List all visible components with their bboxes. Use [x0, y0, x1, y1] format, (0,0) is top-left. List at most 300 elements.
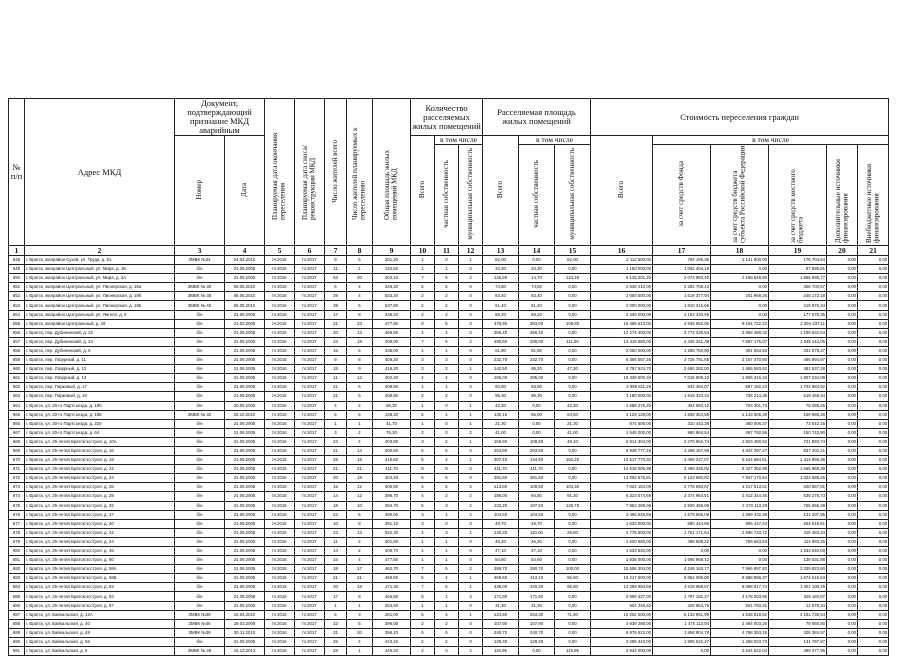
table-cell: 7: [411, 274, 435, 283]
table-cell: IV.2016: [265, 392, 295, 401]
table-cell: б/н: [175, 492, 225, 501]
table-cell: 47,10: [483, 547, 519, 556]
table-cell: 664: [9, 401, 25, 410]
table-cell: 0,00: [827, 337, 858, 346]
table-cell: 2: [435, 310, 459, 319]
table-cell: 21.09.2005: [225, 310, 265, 319]
table-cell: 41,00: [483, 428, 519, 437]
table-cell: 30.11.2010: [225, 628, 265, 637]
table-cell: 18: [347, 583, 373, 592]
table-cell: 0,00: [519, 256, 555, 265]
table-cell: IV.2017: [295, 574, 325, 583]
table-cell: 0: [459, 537, 483, 546]
table-cell: 677: [9, 519, 25, 528]
table-cell: IV.2016: [265, 547, 295, 556]
table-cell: 107,90: [483, 619, 519, 628]
table-cell: 21: [325, 392, 347, 401]
table-cell: 0,00: [858, 274, 889, 283]
table-cell: 10 517 770,32: [591, 456, 653, 465]
table-cell: 0,00: [827, 647, 858, 656]
table-cell: 14 618 006,98: [591, 465, 653, 474]
table-cell: 15: [325, 483, 347, 492]
area-municipal-header: муниципальная собственность: [567, 148, 576, 240]
table-cell: 1: [411, 547, 435, 556]
table-cell: 1 919 323,33: [653, 392, 711, 401]
table-cell: 29.03.2009: [225, 619, 265, 628]
table-row: [9, 628, 889, 637]
table-row: [9, 647, 889, 656]
table-cell: 17: [325, 310, 347, 319]
table-cell: 1: [411, 346, 435, 355]
table-cell: 3: [411, 519, 435, 528]
table-row: [9, 474, 889, 483]
table-cell: 1 665 968,38: [769, 465, 827, 474]
table-cell: 759 663,53: [711, 537, 769, 546]
table-cell: 21.09.2005: [225, 265, 265, 274]
table-cell: 21.09.2005: [225, 483, 265, 492]
table-cell: г. Братск, жилрайон Центральный, ул. Пионерская, д. 19в: [25, 301, 175, 310]
table-cell: 0,00: [711, 283, 769, 292]
area-total-header: Всего: [495, 180, 504, 199]
table-cell: 0,00: [858, 319, 889, 328]
table-cell: 1 906 316,34: [711, 374, 769, 383]
table-cell: IV.2016: [265, 328, 295, 337]
table-cell: 5: [347, 510, 373, 519]
table-cell: 107,50: [519, 501, 555, 510]
table-cell: 15 556 304,00: [591, 565, 653, 574]
table-cell: 1: [347, 419, 373, 428]
table-cell: 462,70: [373, 565, 411, 574]
table-cell: 4 619 968,67: [653, 583, 711, 592]
table-cell: б/н: [175, 346, 225, 355]
table-cell: 4 129 129,00: [591, 410, 653, 419]
table-cell: 111,60: [555, 337, 591, 346]
table-cell: 1: [325, 419, 347, 428]
table-cell: 7: [411, 565, 435, 574]
table-cell: 3: [435, 501, 459, 510]
table-cell: 93,80: [483, 383, 519, 392]
table-cell: IV.2016: [265, 265, 295, 274]
table-cell: б/н: [175, 456, 225, 465]
table-cell: 7 015 908,10: [653, 374, 711, 383]
table-cell: 1: [459, 256, 483, 265]
table-cell: 201,20: [373, 256, 411, 265]
table-cell: 1 655 583,62: [711, 365, 769, 374]
table-cell: 8: [347, 592, 373, 601]
table-cell: 134,60: [373, 265, 411, 274]
table-cell: г. Братск, ул. Байкальская, д. 12А: [25, 610, 175, 619]
table-cell: 408,90: [373, 392, 411, 401]
table-cell: 1: [459, 528, 483, 537]
table-cell: 519 469,34: [769, 392, 827, 401]
table-cell: 0: [459, 619, 483, 628]
table-cell: 146,90: [483, 274, 519, 283]
table-cell: IV.2017: [295, 419, 325, 428]
table-cell: 381,60: [519, 474, 555, 483]
table-cell: 0,00: [827, 283, 858, 292]
table-cell: 721 893,74: [769, 437, 827, 446]
resettlement-table: [8, 98, 889, 656]
table-cell: 159 966,26: [769, 410, 827, 419]
table-cell: 402,40: [373, 374, 411, 383]
table-cell: г. Братск, жилрайон Центральный, ул. Янгеля, д. 6: [25, 310, 175, 319]
table-cell: 73 642,15: [769, 419, 827, 428]
table-cell: г. Братск, ул. 20-го Партсъезда, д. 180: [25, 401, 175, 410]
table-cell: 408,90: [373, 383, 411, 392]
table-cell: б/н: [175, 637, 225, 646]
table-cell: IV.2016: [265, 619, 295, 628]
table-cell: IV.2017: [295, 637, 325, 646]
table-cell: 0,00: [858, 428, 889, 437]
table-cell: 1 669 332,36: [711, 510, 769, 519]
table-cell: 15: [347, 456, 373, 465]
table-row: [9, 401, 889, 410]
column-number: 13: [483, 246, 519, 256]
table-cell: 115,95: [483, 647, 519, 656]
table-cell: 06.05.2010: [225, 283, 265, 292]
table-cell: 0,00: [827, 365, 858, 374]
table-cell: 1 838 354,55: [653, 410, 711, 419]
table-cell: 21,30: [555, 419, 591, 428]
table-cell: 328 160,87: [769, 592, 827, 601]
table-cell: г. Братск, ул. 20-го Партсъезда, д. 220: [25, 419, 175, 428]
table-cell: 4 757 524,70: [591, 365, 653, 374]
table-cell: 20: [347, 274, 373, 283]
table-cell: 837 202,21: [769, 446, 827, 455]
table-cell: 690: [9, 637, 25, 646]
table-cell: 224,80: [483, 610, 519, 619]
table-cell: 348,30: [373, 283, 411, 292]
table-row: [9, 556, 889, 565]
table-cell: 0: [459, 601, 483, 610]
table-cell: 289,00: [519, 337, 555, 346]
table-cell: 0,00: [827, 456, 858, 465]
table-cell: IV.2016: [265, 256, 295, 265]
table-cell: 404 693,12: [653, 401, 711, 410]
table-cell: 406,20: [373, 356, 411, 365]
table-cell: г. Братск, пер. Дубининский, д. 6: [25, 346, 175, 355]
table-cell: 232,70: [519, 356, 555, 365]
table-cell: 8: [347, 310, 373, 319]
table-cell: 3 466 545,56: [591, 510, 653, 519]
table-cell: 1 520 660,00: [591, 537, 653, 546]
table-cell: 1: [435, 410, 459, 419]
table-cell: 2 000 000,00: [591, 301, 653, 310]
count-municipal-header: муниципальная собственность: [465, 148, 474, 240]
table-cell: IV.2017: [295, 610, 325, 619]
table-cell: 1 695 968,12: [653, 556, 711, 565]
table-cell: 41,70: [373, 419, 411, 428]
table-cell: IV.2017: [295, 565, 325, 574]
table-cell: IV.2017: [295, 492, 325, 501]
table-cell: 0,00: [858, 437, 889, 446]
col-total-area-header: Общая площадь жилых помещений МКД: [383, 149, 399, 220]
table-cell: 340,20: [519, 583, 555, 592]
table-cell: 648: [9, 256, 25, 265]
table-cell: IV.2017: [295, 583, 325, 592]
table-cell: 18: [347, 337, 373, 346]
table-cell: 21.09.2005: [225, 428, 265, 437]
table-cell: 794 195,36: [653, 256, 711, 265]
table-cell: г. Братск, ул. 25-летия Братскгэсстроя, д. 97: [25, 601, 175, 610]
table-cell: IV.2016: [265, 637, 295, 646]
table-cell: 1: [435, 510, 459, 519]
table-row: [9, 456, 889, 465]
table-cell: 0,00: [827, 483, 858, 492]
table-cell: IV.2015: [265, 456, 295, 465]
table-cell: 21.09.2005: [225, 392, 265, 401]
table-row: [9, 310, 889, 319]
table-cell: 0,00: [519, 401, 555, 410]
table-cell: 2: [459, 492, 483, 501]
table-cell: 4: [325, 401, 347, 410]
table-cell: 1: [459, 610, 483, 619]
table-cell: 28: [325, 647, 347, 656]
column-number-row: [9, 246, 889, 256]
column-number: 7: [325, 246, 347, 256]
table-row: [9, 519, 889, 528]
table-cell: 1 810 316,66: [653, 301, 711, 310]
cost-total-header: Всего: [616, 180, 625, 199]
table-cell: 7 966 897,83: [711, 565, 769, 574]
table-cell: 54,60: [519, 556, 555, 565]
table-cell: IV.2015: [265, 492, 295, 501]
table-cell: 2: [411, 428, 435, 437]
table-cell: 6 356 557,26: [591, 356, 653, 365]
table-cell: 0,00: [827, 410, 858, 419]
table-cell: г. Братск, ул. 25-летия Братскгэсстроя, д. 32: [25, 501, 175, 510]
table-cell: IV.2015: [265, 501, 295, 510]
table-cell: IV.2017: [295, 292, 325, 301]
table-cell: IV.2017: [295, 483, 325, 492]
table-cell: 21.09.2005: [225, 556, 265, 565]
table-cell: 295,00: [483, 374, 519, 383]
table-cell: 15.12.2013: [225, 647, 265, 656]
table-cell: 1 475 113,94: [653, 619, 711, 628]
table-cell: 5 999 327,00: [591, 592, 653, 601]
table-cell: 25.10.2010: [225, 410, 265, 419]
table-cell: 2 484 003,26: [711, 619, 769, 628]
table-cell: 4: [411, 492, 435, 501]
table-cell: 1 024 585,25: [769, 474, 827, 483]
table-cell: 0,00: [555, 556, 591, 565]
table-cell: 6: [325, 283, 347, 292]
table-cell: 1: [459, 437, 483, 446]
table-cell: 20: [347, 628, 373, 637]
table-cell: 7: [411, 337, 435, 346]
table-cell: 8 588 888,37: [711, 574, 769, 583]
table-cell: 46,20: [519, 537, 555, 546]
table-cell: 6: [435, 583, 459, 592]
table-cell: г. Братск, ул. 25-летия Братскгэсстроя, д. 50: [25, 556, 175, 565]
table-cell: ЗМВК №39: [175, 628, 225, 637]
table-cell: 21.09.2005: [225, 565, 265, 574]
table-cell: IV.2015: [265, 356, 295, 365]
table-cell: 429 964,75: [653, 601, 711, 610]
table-cell: 86,30: [373, 401, 411, 410]
column-number: 8: [347, 246, 373, 256]
table-cell: 0,00: [858, 556, 889, 565]
table-cell: 114 993,25: [769, 537, 827, 546]
table-cell: г. Братск, ул. 25-летия Братскгэсстроя, д. 16: [25, 446, 175, 455]
table-cell: 130,10: [483, 410, 519, 419]
column-number: 14: [519, 246, 555, 256]
table-cell: б/н: [175, 401, 225, 410]
table-cell: 107,90: [519, 619, 555, 628]
table-cell: 0,00: [827, 474, 858, 483]
table-cell: 0,00: [858, 256, 889, 265]
table-cell: 12 274 400,00: [591, 328, 653, 337]
column-number: 6: [295, 246, 325, 256]
table-cell: г. Братск, жилрайон Центральный, ул. Мира, д. 1Б: [25, 265, 175, 274]
table-cell: 3 944 000,00: [591, 647, 653, 656]
table-cell: г. Братск, ул. Байкальская, д. 56: [25, 637, 175, 646]
table-cell: 660: [9, 365, 25, 374]
table-cell: 20: [325, 583, 347, 592]
table-cell: 686: [9, 601, 25, 610]
table-cell: г. Братск, пер. Дубининский, д. 24: [25, 337, 175, 346]
table-cell: 1: [435, 537, 459, 546]
table-cell: 4: [411, 374, 435, 383]
table-cell: 501 793,31: [711, 601, 769, 610]
table-cell: 21.09.2005: [225, 374, 265, 383]
table-cell: 4: [347, 637, 373, 646]
col-planned-end-header: Планируемая дата окончания переселения: [271, 132, 287, 220]
table-cell: 6: [347, 383, 373, 392]
table-cell: 14: [347, 528, 373, 537]
column-number: 15: [555, 246, 591, 256]
table-cell: 3 774 335,53: [653, 328, 711, 337]
table-cell: г. Братск, ул. 25-летия Братскгэсстроя, д. 58А: [25, 565, 175, 574]
table-cell: IV.2017: [295, 328, 325, 337]
table-cell: 109,50: [519, 483, 555, 492]
table-cell: 53: [325, 274, 347, 283]
table-cell: 1 150 000,00: [591, 265, 653, 274]
table-cell: 0,00: [858, 492, 889, 501]
table-cell: 0,00: [858, 328, 889, 337]
table-cell: 21,30: [483, 419, 519, 428]
table-cell: 0,00: [827, 528, 858, 537]
table-cell: 491 653,83: [711, 346, 769, 355]
table-cell: 5 954 086,00: [653, 574, 711, 583]
table-cell: 8 948 777,45: [591, 446, 653, 455]
table-cell: 1 266 750,90: [653, 346, 711, 355]
table-cell: 49,70: [483, 519, 519, 528]
table-cell: 5: [347, 301, 373, 310]
table-cell: 331 579,27: [769, 346, 827, 355]
table-cell: 0,00: [555, 392, 591, 401]
table-cell: г. Братск, ул. 25-летия Братскгэсстроя, д. 22: [25, 465, 175, 474]
table-cell: 2 143 606,39: [711, 410, 769, 419]
table-cell: 139 031,88: [769, 556, 827, 565]
table-cell: IV.2017: [295, 392, 325, 401]
table-cell: 18: [347, 474, 373, 483]
table-cell: 0,00: [858, 283, 889, 292]
table-cell: 678: [9, 528, 25, 537]
table-cell: IV.2015: [265, 610, 295, 619]
table-cell: 657: [9, 337, 25, 346]
table-cell: 4 345 261,38: [653, 337, 711, 346]
table-cell: 2: [435, 365, 459, 374]
table-cell: 21.09.2005: [225, 510, 265, 519]
table-cell: IV.2015: [265, 465, 295, 474]
table-cell: 42,30: [555, 401, 591, 410]
table-cell: 3 939 288,00: [591, 619, 653, 628]
table-cell: IV.2016: [265, 474, 295, 483]
table-cell: 5: [435, 319, 459, 328]
table-cell: 469,60: [483, 574, 519, 583]
table-row: [9, 328, 889, 337]
table-cell: 1: [347, 265, 373, 274]
table-cell: 0: [459, 465, 483, 474]
table-cell: IV.2017: [295, 274, 325, 283]
table-cell: 5: [435, 337, 459, 346]
table-cell: 443,10: [373, 637, 411, 646]
column-number: 2: [25, 246, 175, 256]
table-cell: 87 595,81: [769, 265, 827, 274]
table-cell: 5: [411, 456, 435, 465]
table-cell: 162,20: [555, 456, 591, 465]
table-cell: 1 401 108,28: [769, 583, 827, 592]
table-cell: 0,00: [858, 383, 889, 392]
column-number: 18: [711, 246, 769, 256]
table-cell: 2: [435, 301, 459, 310]
table-row: [9, 565, 889, 574]
table-cell: 2 920 459,99: [653, 501, 711, 510]
table-cell: 580 444,66: [653, 519, 711, 528]
table-cell: 3 544 522,04: [711, 647, 769, 656]
table-cell: 1 619 377,94: [653, 292, 711, 301]
table-cell: 3: [325, 428, 347, 437]
table-cell: 2: [411, 410, 435, 419]
table-cell: 681: [9, 556, 25, 565]
column-number: 16: [591, 246, 653, 256]
table-cell: 0,00: [711, 547, 769, 556]
table-cell: 2: [435, 437, 459, 446]
table-cell: 652: [9, 292, 25, 301]
table-cell: 662: [9, 383, 25, 392]
table-cell: ЗМВК №39: [175, 610, 225, 619]
table-cell: 490,00: [373, 510, 411, 519]
table-cell: 0,00: [555, 547, 591, 556]
table-row: [9, 319, 889, 328]
table-cell: 232,70: [483, 356, 519, 365]
table-cell: 0,00: [555, 465, 591, 474]
table-cell: 663: [9, 392, 25, 401]
table-cell: 400,60: [373, 446, 411, 455]
column-number: 5: [265, 246, 295, 256]
table-cell: IV.2017: [295, 465, 325, 474]
table-cell: 468,90: [373, 328, 411, 337]
table-cell: 23: [325, 619, 347, 628]
table-cell: 115,95: [555, 647, 591, 656]
table-cell: 481 537,28: [769, 365, 827, 374]
table-cell: 5 133 961,99: [653, 610, 711, 619]
table-cell: 16 217 500,00: [591, 574, 653, 583]
table-cell: 409,70: [373, 547, 411, 556]
table-cell: 24: [325, 556, 347, 565]
table-cell: 4 499 346,82: [653, 465, 711, 474]
table-cell: 18: [325, 501, 347, 510]
table-cell: 336,20: [373, 310, 411, 319]
table-cell: 2 595 733,72: [711, 528, 769, 537]
table-row: [9, 492, 889, 501]
table-cell: 0,00: [858, 346, 889, 355]
table-cell: 765 666,38: [769, 501, 827, 510]
table-cell: 21.09.2005: [225, 346, 265, 355]
table-row: [9, 501, 889, 510]
table-cell: 2: [347, 547, 373, 556]
